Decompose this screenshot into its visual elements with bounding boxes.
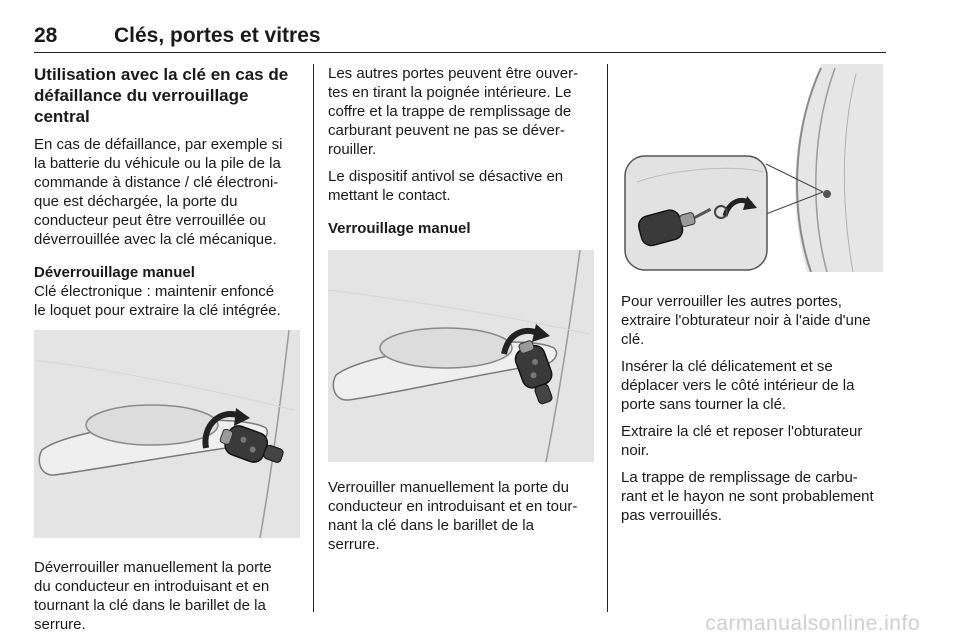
column-1 [34,64,300,642]
figure-caption: Verrouiller manuellement la porte du conducteur en introduisant et en tour- nant la clé dans le barillet de la serrure. [328,479,578,553]
paragraph-insert-key: Insérer la clé délicatement et se déplacer vers le côté intérieur de la porte sans tourner la clé. [621,358,855,413]
paragraph-lock-other-doors: Pour verrouiller les autres portes, extraire l'obturateur noir à l'aide d'une clé. [621,293,871,348]
column-divider [313,64,314,612]
heading-line: défaillance du verrouillage central [34,86,249,126]
subheading-verrouillage: Verrouillage manuel [328,220,471,237]
page-header [34,24,886,53]
section-heading [34,64,300,127]
column-divider [607,64,608,612]
intro-paragraph: En cas de défaillance, par exemple si la batterie du véhicule ou la pile de la commande à distance / clé électroni- que est déchargée, la porte du conducteur peut être verrouillée ou déverrouillée avec la clé mécanique. [34,136,283,248]
figure-caption: Déverrouiller manuellement la porte du conducteur en introduisant et en tournant la clé dans le barillet de la serrure. [34,559,272,633]
paragraph-other-doors: Les autres portes peuvent être ouver- tes en tirant la poignée intérieure. Le coffre et la trappe de remplissage de carburant peuvent ne pas se déver- rouiller. [328,65,579,158]
watermark: carmanualsonline.info [705,612,920,635]
paragraph-antitheft: Le dispositif antivol se désactive en mettant le contact. [328,168,564,204]
lock-door-handle-illustration [328,250,594,462]
subheading-deverrouillage: Déverrouillage manuel [34,264,195,281]
chapter-title: Clés, portes et vitres [114,24,321,47]
unlock-door-handle-illustration [34,330,300,538]
column-2 [328,64,594,562]
page-number: 28 [34,24,58,47]
paragraph-fuel-flap: La trappe de remplissage de carbu- rant et le hayon ne sont probablement pas verrouillés. [621,469,874,524]
key-paragraph: Clé électronique : maintenir enfoncé le loquet pour extraire la clé intégrée. [34,283,281,319]
heading-line: Utilisation avec la clé en cas de [34,65,289,84]
paragraph-remove-key: Extraire la clé et reposer l'obturateur noir. [621,423,863,459]
rear-door-lock-cover-illustration [621,64,887,272]
column-3 [621,64,887,533]
